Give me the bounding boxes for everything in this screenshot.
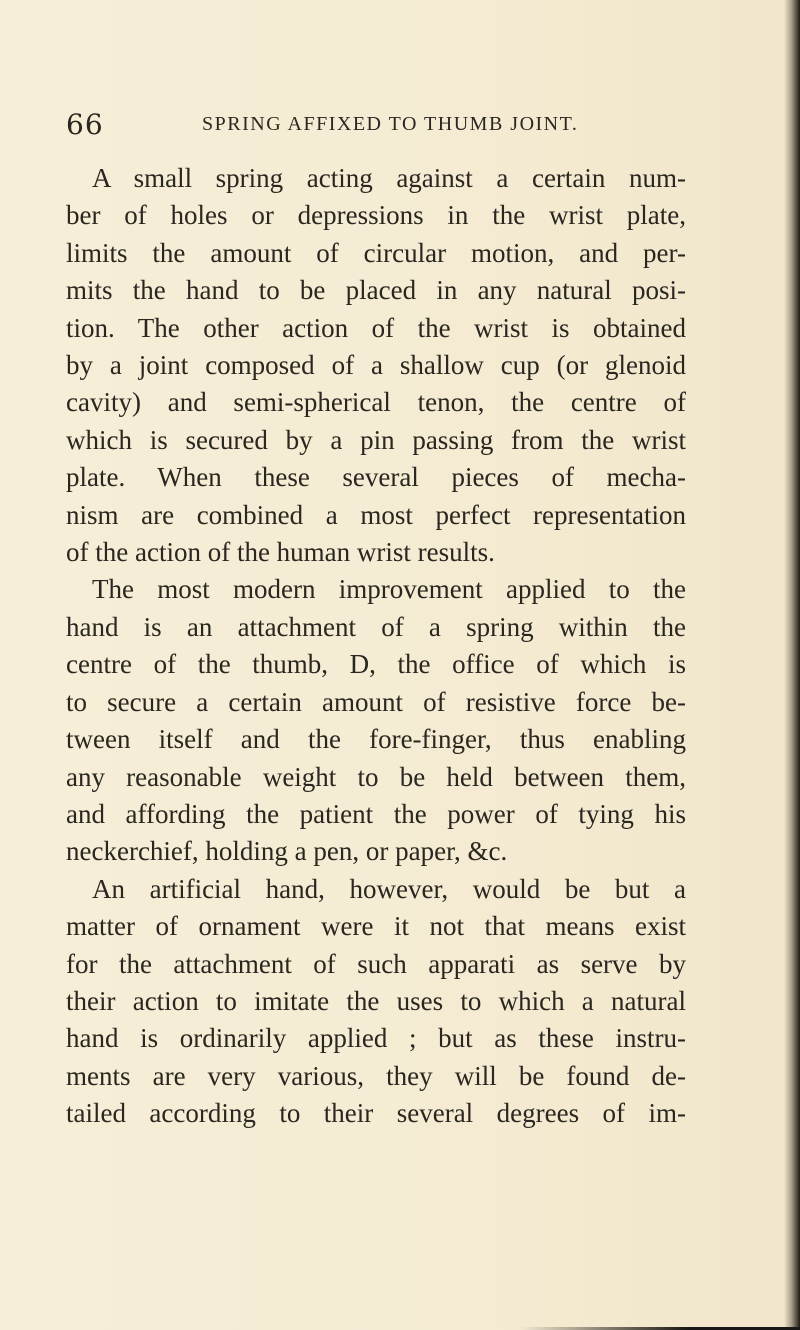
text-line: ber of holes or depressions in the wrist plate,: [66, 200, 686, 231]
text-line: plate. When these several pieces of mecha-: [66, 462, 686, 493]
body-text: [66, 160, 686, 1133]
text-line: to secure a certain amount of resistive force be-: [66, 686, 686, 717]
text-line: limits the amount of circular motion, and per-: [66, 237, 686, 268]
text-line: any reasonable weight to be held between them,: [66, 761, 686, 792]
text-line: A small spring acting against a certain num-: [92, 163, 686, 193]
text-line: and affording the patient the power of tying his: [66, 798, 686, 829]
running-head: SPRING AFFIXED TO THUMB JOINT.: [202, 113, 579, 135]
text-line: tween itself and the fore-finger, thus enabling: [66, 724, 686, 755]
text-line: tion. The other action of the wrist is obtained: [66, 312, 686, 343]
text-line: which is secured by a pin passing from the wrist: [66, 424, 686, 455]
text-line: matter of ornament were it not that means exist: [66, 911, 686, 942]
paragraph-1: [66, 160, 686, 571]
paragraph-2: [66, 571, 686, 870]
page-header: [66, 108, 686, 148]
paragraph-3: [66, 871, 686, 1133]
text-line: for the attachment of such apparati as serve by: [66, 948, 686, 979]
text-line: cavity) and semi-spherical tenon, the centre of: [66, 387, 686, 418]
text-line: An artificial hand, however, would be but a: [92, 873, 686, 904]
text-line: neckerchief, holding a pen, or paper, &c.: [66, 836, 508, 867]
text-line: by a joint composed of a shallow cup (or glenoid: [66, 350, 686, 381]
text-line: hand is ordinarily applied ; but as these instru-: [66, 1023, 686, 1054]
text-line: nism are combined a most perfect representation: [66, 499, 686, 530]
text-line: The most modern improvement applied to the: [92, 574, 686, 605]
text-line: their action to imitate the uses to which a natural: [66, 985, 686, 1016]
page-edge-shadow: [784, 0, 800, 1330]
text-line: hand is an attachment of a spring within the: [66, 611, 686, 642]
text-line: ments are very various, they will be found de-: [66, 1060, 686, 1091]
text-line: tailed according to their several degrees of im-: [66, 1098, 686, 1129]
text-line: mits the hand to be placed in any natural posi-: [66, 275, 686, 306]
page-number: 66: [66, 108, 104, 141]
text-line: centre of the thumb, D, the office of which is: [66, 649, 686, 680]
text-line: of the action of the human wrist results.: [66, 537, 495, 568]
